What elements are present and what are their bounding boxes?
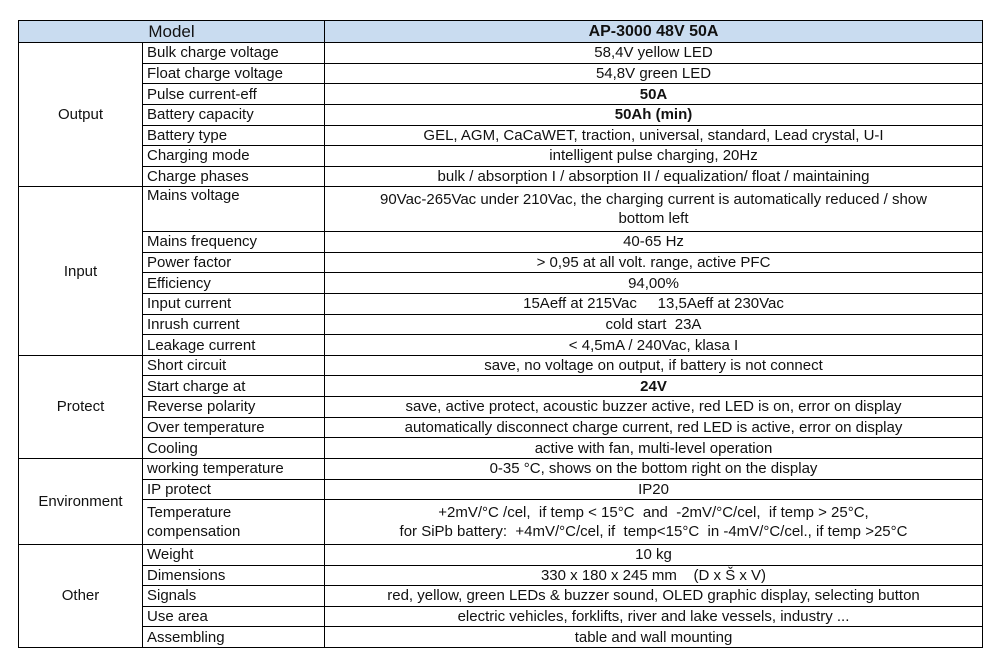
value-battery-capacity: 50Ah (min) <box>325 104 983 125</box>
param-input-current: Input current <box>143 293 325 314</box>
table-row <box>19 146 983 167</box>
table-row <box>19 232 983 253</box>
table-row <box>19 252 983 273</box>
value-float-charge-voltage: 54,8V green LED <box>325 63 983 84</box>
group-environment: Environment <box>19 458 143 544</box>
table-row <box>19 43 983 64</box>
value-assembling: table and wall mounting <box>325 627 983 648</box>
param-assembling: Assembling <box>143 627 325 648</box>
header-row <box>19 21 983 43</box>
table-row <box>19 355 983 376</box>
param-inrush-current: Inrush current <box>143 314 325 335</box>
table-row <box>19 187 983 232</box>
table-row <box>19 376 983 397</box>
table-row <box>19 606 983 627</box>
value-power-factor: > 0,95 at all volt. range, active PFC <box>325 252 983 273</box>
table-row <box>19 500 983 545</box>
param-ip-protect: IP protect <box>143 479 325 500</box>
value-efficiency: 94,00% <box>325 273 983 294</box>
value-mains-voltage-line2: bottom left <box>618 210 689 228</box>
value-short-circuit: save, no voltage on output, if battery is not connect <box>325 355 983 376</box>
param-power-factor: Power factor <box>143 252 325 273</box>
table-row <box>19 544 983 565</box>
value-start-charge: 24V <box>325 376 983 397</box>
param-battery-capacity: Battery capacity <box>143 104 325 125</box>
table-row <box>19 335 983 356</box>
value-pulse-current: 50A <box>325 84 983 105</box>
value-mains-voltage <box>325 187 983 232</box>
table-row <box>19 314 983 335</box>
value-charging-mode: intelligent pulse charging, 20Hz <box>325 146 983 167</box>
value-temperature-compensation <box>325 500 983 545</box>
value-weight: 10 kg <box>325 544 983 565</box>
param-float-charge-voltage: Float charge voltage <box>143 63 325 84</box>
table-row <box>19 273 983 294</box>
table-row <box>19 458 983 479</box>
group-protect: Protect <box>19 355 143 458</box>
param-over-temperature: Over temperature <box>143 417 325 438</box>
value-dimensions: 330 x 180 x 245 mm (D x Š x V) <box>325 565 983 586</box>
value-cooling: active with fan, multi-level operation <box>325 438 983 459</box>
param-efficiency: Efficiency <box>143 273 325 294</box>
param-mains-voltage: Mains voltage <box>143 187 325 232</box>
param-charge-phases: Charge phases <box>143 166 325 187</box>
value-use-area: electric vehicles, forklifts, river and lake vessels, industry ... <box>325 606 983 627</box>
param-charging-mode: Charging mode <box>143 146 325 167</box>
value-ip-protect: IP20 <box>325 479 983 500</box>
table-row <box>19 166 983 187</box>
value-signals: red, yellow, green LEDs & buzzer sound, OLED graphic display, selecting button <box>325 586 983 607</box>
param-short-circuit: Short circuit <box>143 355 325 376</box>
model-header: Model <box>19 21 325 43</box>
table-row <box>19 417 983 438</box>
table-row <box>19 586 983 607</box>
param-use-area: Use area <box>143 606 325 627</box>
param-mains-frequency: Mains frequency <box>143 232 325 253</box>
param-battery-type: Battery type <box>143 125 325 146</box>
table-row <box>19 293 983 314</box>
param-leakage-current: Leakage current <box>143 335 325 356</box>
table-row <box>19 479 983 500</box>
table-row <box>19 104 983 125</box>
value-mains-voltage-line1: 90Vac-265Vac under 210Vac, the charging current is automatically reduced / show <box>380 191 927 209</box>
param-reverse-polarity: Reverse polarity <box>143 397 325 418</box>
product-header: AP-3000 48V 50A <box>325 21 983 43</box>
param-bulk-charge-voltage: Bulk charge voltage <box>143 43 325 64</box>
value-temperature-compensation-line1: +2mV/°C /cel, if temp < 15°C and -2mV/°C/cel, if temp > 25°C, <box>438 504 869 522</box>
value-input-current: 15Aeff at 215Vac 13,5Aeff at 230Vac <box>325 293 983 314</box>
spec-table <box>18 20 983 648</box>
table-row <box>19 397 983 418</box>
value-over-temperature: automatically disconnect charge current, red LED is active, error on display <box>325 417 983 438</box>
value-reverse-polarity: save, active protect, acoustic buzzer active, red LED is on, error on display <box>325 397 983 418</box>
table-row <box>19 125 983 146</box>
value-battery-type: GEL, AGM, CaCaWET, traction, universal, standard, Lead crystal, U-I <box>325 125 983 146</box>
param-signals: Signals <box>143 586 325 607</box>
group-output: Output <box>19 43 143 187</box>
param-working-temperature: working temperature <box>143 458 325 479</box>
param-weight: Weight <box>143 544 325 565</box>
param-temperature-compensation-line2: compensation <box>147 523 241 541</box>
param-cooling: Cooling <box>143 438 325 459</box>
param-temperature-compensation <box>143 500 325 545</box>
value-working-temperature: 0-35 °C, shows on the bottom right on the display <box>325 458 983 479</box>
group-input: Input <box>19 187 143 355</box>
table-row <box>19 627 983 648</box>
value-leakage-current: < 4,5mA / 240Vac, klasa I <box>325 335 983 356</box>
table-row <box>19 63 983 84</box>
value-bulk-charge-voltage: 58,4V yellow LED <box>325 43 983 64</box>
table-row <box>19 565 983 586</box>
param-pulse-current: Pulse current-eff <box>143 84 325 105</box>
param-temperature-compensation-line1: Temperature <box>147 504 232 522</box>
group-other: Other <box>19 544 143 647</box>
value-inrush-current: cold start 23A <box>325 314 983 335</box>
value-charge-phases: bulk / absorption I / absorption II / equalization/ float / maintaining <box>325 166 983 187</box>
table-row <box>19 84 983 105</box>
value-temperature-compensation-line2: for SiPb battery: +4mV/°C/cel, if temp<15°C in -4mV/°C/cel., if temp >25°C <box>399 523 908 541</box>
param-dimensions: Dimensions <box>143 565 325 586</box>
table-row <box>19 438 983 459</box>
value-mains-frequency: 40-65 Hz <box>325 232 983 253</box>
param-start-charge: Start charge at <box>143 376 325 397</box>
